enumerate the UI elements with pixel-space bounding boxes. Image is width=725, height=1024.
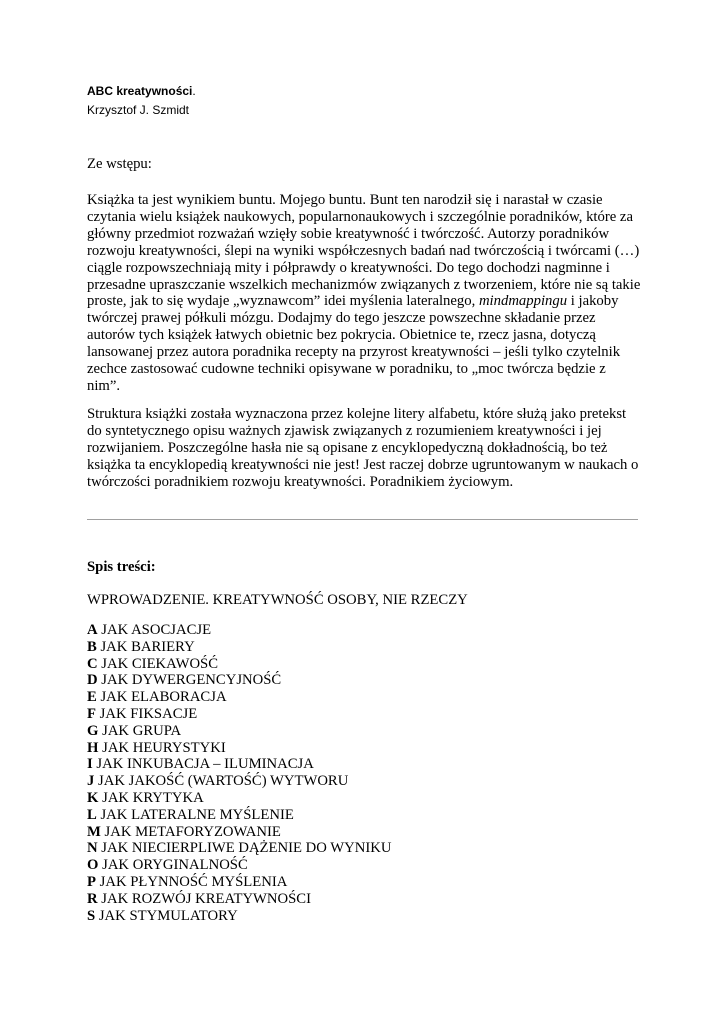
paragraph-line-end: i jakoby [567,293,619,310]
toc-item [87,622,391,639]
toc-letter: K [87,789,99,806]
toc-entry: JAK DYWERGENCYJNOŚĆ [97,672,282,689]
toc-entry: JAK KRYTYKA [98,789,204,806]
toc-letter: S [87,907,96,924]
toc-letter: O [87,857,99,874]
toc-entry: JAK BARIERY [96,638,195,655]
toc-letter: A [87,622,98,638]
toc-entry: JAK FIKSACJE [95,705,198,722]
paragraph-line: rozwijaniem. Poszczególne hasła nie są opisane z encyklopedyczną dokładnością, bo też [87,439,608,456]
paragraph-line-with-italic [87,293,640,310]
toc-entry: JAK INKUBACJA – ILUMINACJA [92,756,314,773]
paragraph-line: nim”. [87,377,121,394]
paragraph-line: główny przedmiot rozważań wzięły sobie kreatywność i twórczość. Autorzy poradników [87,225,610,242]
paragraph-line: Struktura książki została wyznaczona przez kolejne litery alfabetu, które służą jako pretekst [87,406,627,422]
book-author: Krzysztof J. Szmidt [87,103,190,117]
toc-item [87,840,391,857]
toc-label: Spis treści: [87,559,156,575]
toc-entry: JAK ORYGINALNOŚĆ [98,857,248,874]
book-title: ABC kreatywności [87,84,193,98]
toc-entry: JAK ROZWÓJ KREATYWNOŚCI [97,890,311,907]
toc-item [87,706,391,723]
document-header [87,82,196,120]
intro-label: Ze wstępu: [87,156,152,172]
toc-item [87,857,391,874]
paragraph-line: autorów tych książek łatwych obietnic bez pokrycia. Obietnice te, rzecz jasna, dotyczą [87,327,596,344]
paragraph-line: lansowanej przez autora poradnika recepty na przyrost kreatywności – jeśli tylko czytelnik [87,344,621,361]
paragraph-line: Książka ta jest wynikiem buntu. Mojego buntu. Bunt ten narodził się i narastał w czasie [87,192,603,208]
toc-entry: JAK METAFORYZOWANIE [100,823,281,840]
section-divider [87,519,638,520]
toc-item [87,740,391,757]
toc-letter: N [87,840,98,857]
italic-term: mindmappingu [478,293,568,310]
toc-entry: JAK ELABORACJA [96,689,227,706]
toc-introduction: WPROWADZENIE. KREATYWNOŚĆ OSOBY, NIE RZECZY [87,592,468,608]
paragraph-line: rozwoju kreatywności, ślepi na wyniki współczesnych badań nad twórczością i twórcami (…) [87,242,640,259]
toc-item [87,790,391,807]
toc-letter: E [87,689,97,706]
paragraph-line: twórczej prawej półkuli mózgu. Dodajmy do tego jeszcze powszechne składanie przez [87,310,596,327]
toc-item [87,824,391,841]
toc-letter: R [87,890,98,907]
toc-entry: JAK NIECIERPLIWE DĄŻENIE DO WYNIKU [97,840,392,857]
toc-entry: JAK STYMULATORY [95,907,238,924]
toc-letter: M [87,823,101,840]
toc-letter: C [87,655,98,672]
paragraph-line: zechce zastosować cudowne techniki opisywane w poradniku, to „moc twórcza będzie z [87,361,606,378]
toc-letter: G [87,722,99,739]
paragraph-line: czytania wielu książek naukowych, popularnonaukowych i szczególnie poradników, które za [87,208,633,225]
toc-item [87,773,391,790]
toc-list [87,622,391,924]
paragraph-line-start: proste, jak to się wydaje „wyznawcom” idei myślenia lateralnego, [87,293,479,310]
paragraph-line: ciągle rozpowszechniają mity i półprawdy o kreatywności. Do tego dochodzi nagminne i [87,259,610,276]
toc-letter: F [87,705,96,722]
book-title-line [87,82,196,101]
toc-letter: H [87,739,99,756]
toc-item [87,908,391,925]
toc-entry: JAK GRUPA [98,722,182,739]
toc-letter: B [87,638,97,655]
paragraph-line: książka ta encyklopedią kreatywności nie jest! Jest raczej dobrze ugruntowanym w naukach o [87,456,639,473]
toc-letter: J [87,773,95,790]
toc-entry: JAK ASOCJACJE [97,622,212,638]
toc-entry: JAK PŁYNNOŚĆ MYŚLENIA [95,873,288,890]
paragraph-line: przesadne upraszczanie wszelkich mechanizmów związanych z tworzeniem, które nie są takie [87,276,641,293]
paragraph-line: do syntetycznego opisu ważnych zjawisk związanych z rozumieniem kreatywności i jej [87,422,602,439]
toc-letter: P [87,873,96,890]
intro-paragraph-1 [87,192,640,395]
toc-letter: D [87,672,98,689]
toc-letter: I [87,756,93,773]
toc-letter: L [87,806,97,823]
toc-entry: JAK LATERALNE MYŚLENIE [96,806,294,823]
toc-item [87,656,391,673]
toc-entry: JAK JAKOŚĆ (WARTOŚĆ) WYTWORU [94,773,349,790]
toc-item [87,689,391,706]
toc-item [87,639,391,656]
book-title-period: . [192,84,196,98]
toc-item [87,891,391,908]
toc-item [87,672,391,689]
toc-item [87,807,391,824]
paragraph-line: twórczości poradnikiem rozwoju kreatywności. Poradnikiem życiowym. [87,473,514,490]
toc-entry: JAK CIEKAWOŚĆ [97,655,219,672]
toc-item [87,874,391,891]
intro-paragraph-2 [87,406,638,491]
toc-item [87,756,391,773]
toc-entry: JAK HEURYSTYKI [98,739,226,756]
toc-item [87,723,391,740]
